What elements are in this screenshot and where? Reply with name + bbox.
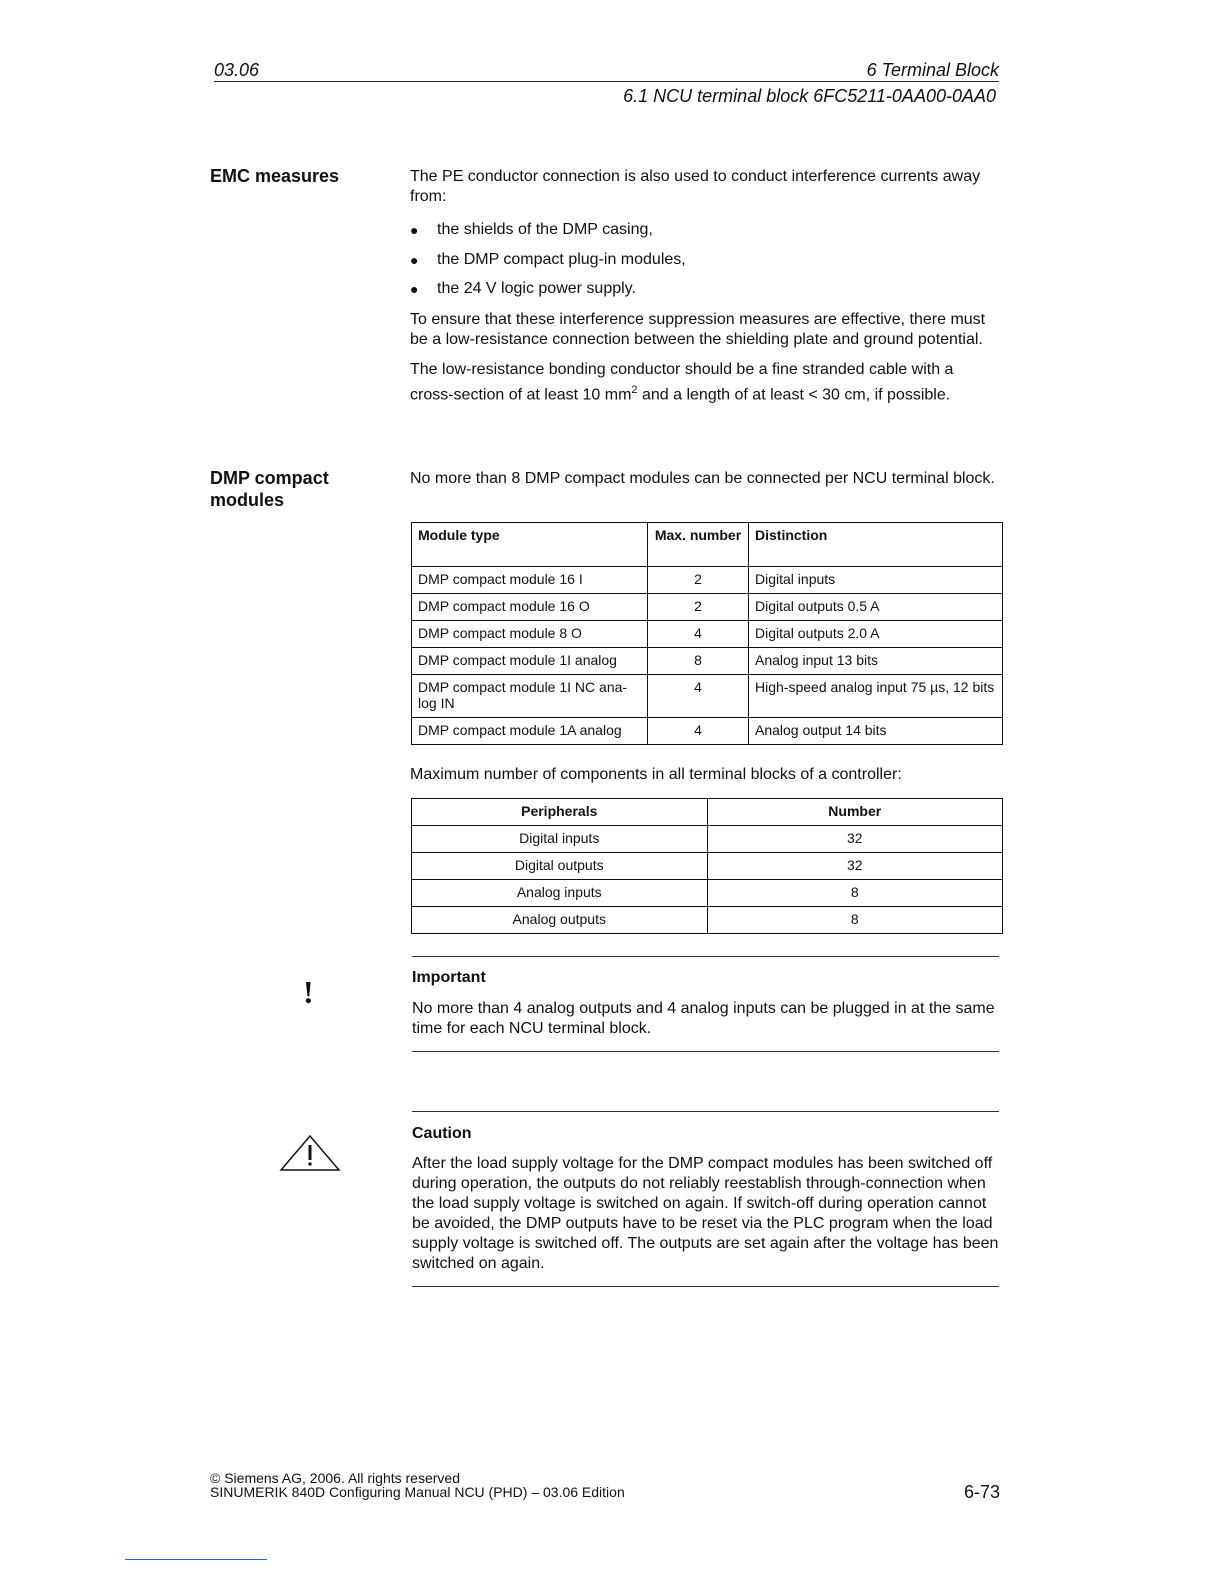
header-edition: 03.06	[214, 60, 260, 80]
table-row: Analog outputs 8	[412, 907, 1003, 934]
caution-title: Caution	[412, 1125, 472, 1142]
peripherals-table	[411, 798, 1003, 934]
emc-body	[410, 167, 1000, 405]
exclamation-icon: !	[303, 974, 314, 1010]
table-row: Digital inputs 32	[412, 826, 1003, 853]
dmp-heading: DMP compact modules	[210, 468, 329, 510]
column-header: Distinction	[749, 523, 1003, 567]
note-rule-bottom	[412, 1051, 999, 1052]
dmp-intro: No more than 8 DMP compact modules can be connected per NCU terminal block.	[410, 470, 995, 487]
superscript: 2	[631, 383, 638, 396]
header-section: 6.1 NCU terminal block 6FC5211-0AA00-0AA0	[623, 86, 996, 106]
caution-rule-top	[412, 1111, 999, 1112]
column-header: Peripherals	[412, 799, 708, 826]
warning-triangle-icon	[279, 1134, 341, 1172]
emc-bullet-list	[410, 220, 1000, 309]
bullet-icon: ●	[410, 251, 419, 268]
table-row: DMP compact module 1A analog 4 Analog output 14 bits	[412, 718, 1003, 745]
emc-intro: The PE conductor connection is also used to conduct interference currents away from:	[410, 168, 981, 205]
important-title: Important	[412, 969, 486, 986]
important-text: No more than 4 analog outputs and 4 analog inputs can be plugged in at the same time for each NCU terminal block.	[412, 1000, 995, 1037]
bullet-icon: ●	[410, 222, 419, 238]
table-row: DMP compact module 16 O 2 Digital outputs 0.5 A	[412, 594, 1003, 621]
table-row: DMP compact module 1I NC ana-log IN 4 High-speed analog input 75 µs, 12 bits	[412, 675, 1003, 718]
table-header-row	[412, 799, 1003, 826]
emc-heading: EMC measures	[210, 166, 340, 186]
header-chapter: 6 Terminal Block	[866, 60, 999, 80]
table-row: DMP compact module 8 O 4 Digital outputs 2.0 A	[412, 621, 1003, 648]
table-header-row	[412, 523, 1003, 567]
list-item: ● the 24 V logic power supply.	[410, 280, 636, 297]
list-item: ● the shields of the DMP casing,	[410, 221, 653, 238]
caution-rule-bottom	[412, 1286, 999, 1287]
column-header: Number	[707, 799, 1003, 826]
caution-text: After the load supply voltage for the DMP compact modules has been switched off during operation, the outputs do not reliably reestablish through-connection when the load supply voltage is switched on again. If switch-off during operation cannot be avoided, the DMP outputs have to be reset via the PLC program when the load supply voltage is switched off. The outputs are set again after the voltage has been switched on again.	[412, 1155, 999, 1272]
table-row: Analog inputs 8	[412, 880, 1003, 907]
emc-paragraph-2: The low-resistance bonding conductor should be a fine stranded cable with a cross-section of at least 10 $mm^2$ and a length of at least < 30 cm, if possible.	[410, 360, 954, 403]
header-rule	[214, 81, 999, 82]
max-components-text: Maximum number of components in all terminal blocks of a controller:	[410, 766, 902, 783]
page-number: 6-73	[963, 1482, 1000, 1502]
column-header: Module type	[412, 523, 648, 567]
footer-copyright: © Siemens AG, 2006. All rights reserved	[210, 1470, 460, 1486]
note-rule-top	[412, 956, 999, 957]
footer-manual: SINUMERIK 840D Configuring Manual NCU (PHD) – 03.06 Edition	[210, 1484, 625, 1500]
column-header: Max. number	[648, 523, 749, 567]
emc-paragraph-1: To ensure that these interference suppression measures are effective, there must be a low-resistance connection between the shielding plate and ground potential.	[410, 310, 986, 348]
table-row: Digital outputs 32	[412, 853, 1003, 880]
table-row: DMP compact module 1I analog 8 Analog input 13 bits	[412, 648, 1003, 675]
module-table	[411, 522, 1003, 745]
list-item: ● the DMP compact plug-in modules,	[410, 250, 686, 268]
bottom-link-line	[125, 1559, 267, 1560]
bullet-icon: ●	[410, 281, 419, 297]
table-row: DMP compact module 16 I 2 Digital inputs	[412, 567, 1003, 594]
